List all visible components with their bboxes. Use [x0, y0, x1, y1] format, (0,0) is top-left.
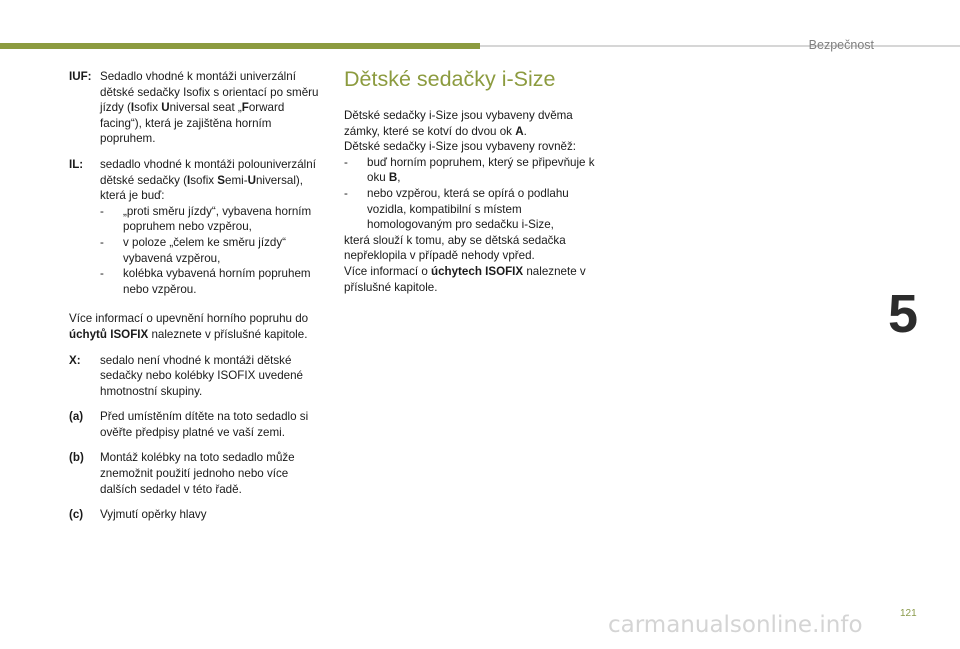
section-heading: Dětské sedačky i-Size — [344, 67, 556, 91]
note-term: (a) — [69, 410, 84, 424]
definition-iuf: IUF: Sedadlo vhodné k montáži univerzální dětské sedačky Isofix s orientací po směru jízdy (Isofix Universal seat „Forward facing“), která je zajištěna horním popruhem. — [69, 70, 319, 146]
list-item: - „proti směru jízdy“, vybavena horním popruhem nebo vzpěrou, — [100, 204, 324, 235]
chapter-number: 5 — [888, 284, 919, 344]
definition-term: IUF: — [69, 70, 92, 83]
paragraph: Více informací o úchytech ISOFIX naleznete v příslušné kapitole. — [344, 264, 586, 294]
watermark-text: carmanualsonline.info — [608, 612, 863, 638]
note-c: (c) Vyjmutí opěrky hlavy — [69, 508, 207, 522]
paragraph: která slouží k tomu, aby se dětská sedačka nepřeklopila v případě nehody vpřed. — [344, 233, 566, 263]
right-column — [344, 64, 604, 295]
isofix-info-paragraph: Více informací o upevnění horního popruhu do úchytů ISOFIX naleznete v příslušné kapitole. — [69, 312, 309, 341]
note-a: (a) Před umístěním dítěte na toto sedadlo si ověřte předpisy platné ve vaší zemi. — [69, 410, 309, 439]
paragraph: Dětské sedačky i-Size jsou vybaveny rovněž: — [344, 140, 576, 154]
note-term: (b) — [69, 451, 84, 465]
definition-x: X: sedalo není vhodné k montáži dětské sedačky nebo kolébky ISOFIX uvedené hmotnostní skupiny. — [69, 353, 304, 398]
list-item: - buď horním popruhem, který se připevňuje k oku B, — [344, 155, 604, 186]
note-b: (b) Montáž kolébky na toto sedadlo může znemožnit použití jednoho nebo více dalších sedadel v této řadě. — [69, 451, 295, 496]
left-column — [69, 69, 324, 523]
definition-term: IL: — [69, 157, 84, 171]
list-item: - kolébka vybavená horním popruhem nebo vzpěrou. — [100, 266, 324, 297]
page-number: 121 — [900, 608, 917, 619]
header-accent-bar — [0, 43, 480, 49]
header-rule — [480, 45, 960, 47]
note-term: (c) — [69, 508, 84, 522]
list-item: - v poloze „čelem ke směru jízdy“ vybavená vzpěrou, — [100, 235, 324, 266]
paragraph: Dětské sedačky i-Size jsou vybaveny dvěma zámky, které se kotví do dvou ok A. — [344, 109, 573, 138]
section-title: Bezpečnost — [808, 38, 874, 52]
definition-term: X: — [69, 353, 81, 367]
list-item: - nebo vzpěrou, která se opírá o podlahu vozidla, kompatibilní s místem homologovaným pro sedačku i-Size, — [344, 186, 604, 233]
definition-il: IL: sedadlo vhodné k montáži polouniverzální dětské sedačky (Isofix Semi-Universal), která je buď: - „proti směru jízdy“, vybavena horním popruhem nebo vzpěrou, - v poloze „čelem ke směru jízdy“ vybavená vzpěrou, - kolébka vybavená horním popruhem nebo vzpěrou. — [69, 157, 324, 297]
